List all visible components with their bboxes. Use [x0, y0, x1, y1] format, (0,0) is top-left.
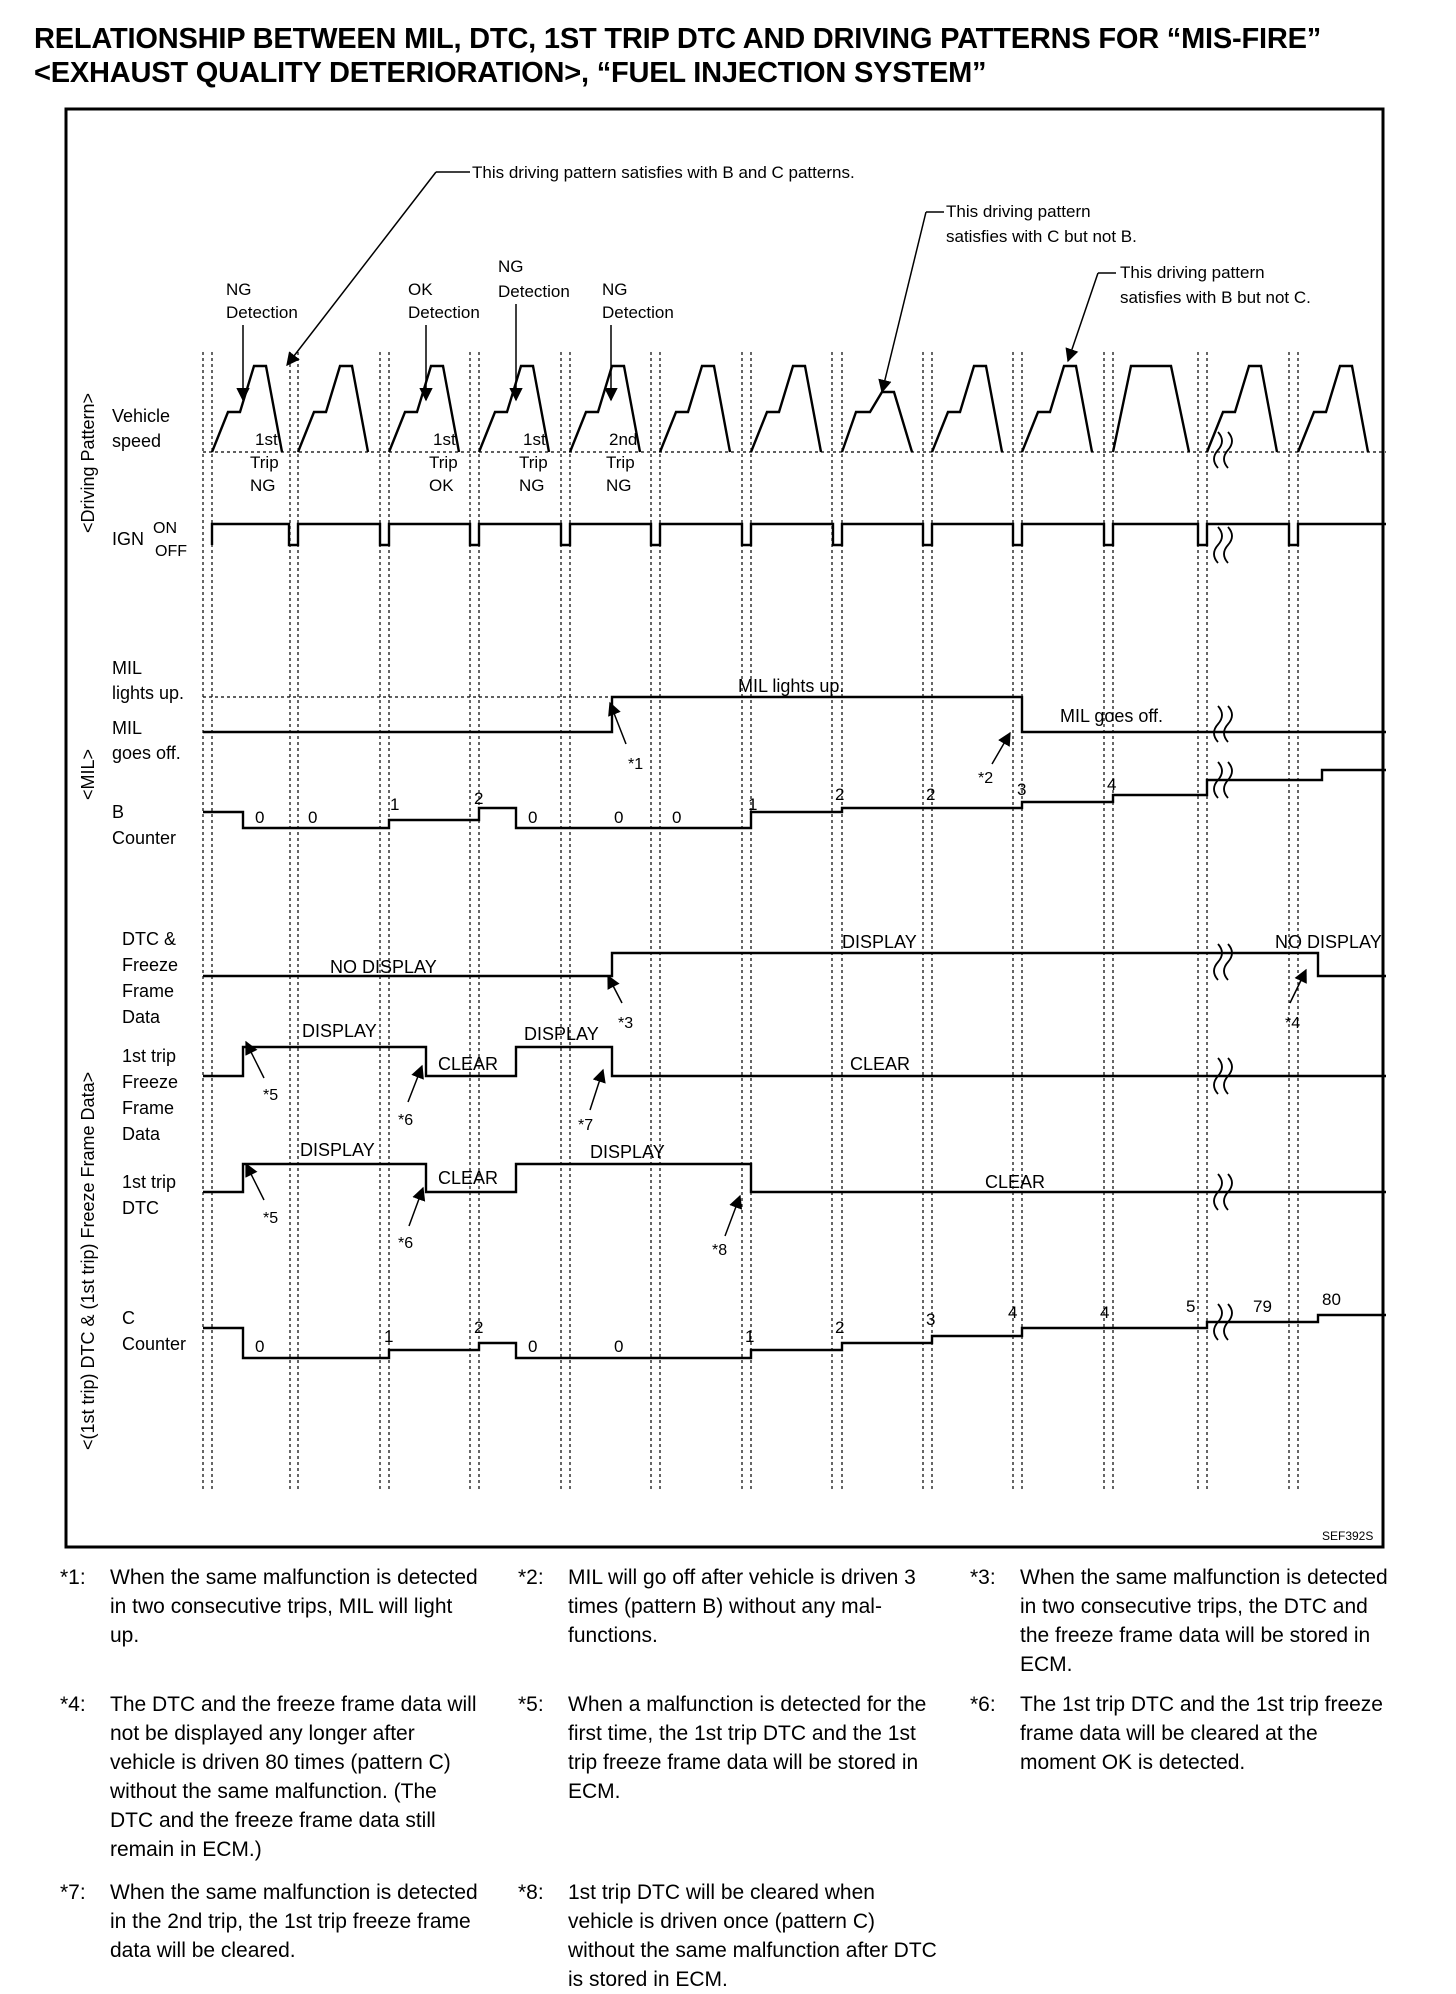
b-counter-value: 2	[835, 785, 845, 804]
c-counter-value: 0	[614, 1337, 624, 1356]
trip-2-line3: OK	[429, 476, 454, 495]
marker-label-5b: *5	[263, 1210, 279, 1227]
ff-state-display-2: DISPLAY	[524, 1024, 599, 1044]
row-label-ff-line3: Frame	[122, 1098, 175, 1118]
row-label-c-line2: Counter	[122, 1334, 187, 1354]
c-counter-value: 0	[528, 1337, 538, 1356]
trip-3-line2: Trip	[519, 453, 548, 472]
vehicle-speed-cycle	[842, 392, 912, 452]
trip-2-line2: Trip	[429, 453, 458, 472]
b-counter-value: 0	[255, 808, 265, 827]
vehicle-speed-cycle	[660, 366, 730, 452]
row-label-dtc-line4: Data	[122, 1007, 161, 1027]
marker-label-6a: *6	[398, 1112, 414, 1129]
trip-4-line1: 2nd	[609, 430, 638, 449]
footnote-text: When the same malfunction is detected in the 2nd trip, the 1st trip freeze frame data will be cleared.	[110, 1881, 478, 1962]
footnote-mark: *3:	[970, 1566, 996, 1589]
c-counter-value: 2	[474, 1318, 484, 1337]
footnote-mark: *5:	[518, 1693, 544, 1716]
c-counter-value: 4	[1100, 1303, 1110, 1322]
detection-4-line2: Detection	[602, 303, 674, 322]
row-label-mil-line4: goes off.	[112, 743, 181, 763]
c-counter-value: 0	[255, 1337, 265, 1356]
marker-label-8: *8	[712, 1242, 728, 1259]
detection-4-line1: NG	[602, 280, 628, 299]
row-label-ign-on: ON	[153, 520, 177, 537]
time-break-mark	[1214, 432, 1232, 468]
marker-arrow-5b	[246, 1164, 264, 1200]
trip-1-line1: 1st	[255, 430, 278, 449]
footnote	[518, 1690, 948, 1806]
b-counter-value: 0	[672, 808, 682, 827]
callout-pattern-c-line2: satisfies with C but not B.	[946, 227, 1137, 246]
row-label-ign: IGN	[112, 529, 145, 549]
callout-pattern-bc: This driving pattern satisfies with B and C patterns.	[472, 163, 855, 182]
c-counter-value: 1	[745, 1327, 755, 1346]
ff-state-clear-2: CLEAR	[850, 1054, 911, 1074]
row-label-dtc-line3: Frame	[122, 981, 175, 1001]
row-label-dtc-line2: Freeze	[122, 955, 179, 975]
row-label-dtc-line1: DTC &	[122, 929, 176, 949]
footnote-mark: *1:	[60, 1566, 86, 1589]
fd-state-clear-1: CLEAR	[438, 1168, 499, 1188]
vehicle-speed-cycle	[1022, 366, 1092, 452]
row-label-ff-line2: Freeze	[122, 1072, 179, 1092]
footnote-mark: *2:	[518, 1566, 544, 1589]
page-title: RELATIONSHIP BETWEEN MIL, DTC, 1ST TRIP DTC AND DRIVING PATTERNS FOR “MIS-FIRE” <EXHAUST QUALITY DETERIORATION>, “FUEL INJECTION SYSTEM”	[34, 23, 1322, 89]
vehicle-speed-cycle	[751, 366, 821, 452]
row-label-c-line1: C	[122, 1308, 135, 1328]
fd-state-clear-2: CLEAR	[985, 1172, 1046, 1192]
callout-bc-arrow	[287, 172, 436, 365]
c-counter-value: 3	[926, 1310, 936, 1329]
group-label-mil: <MIL>	[78, 748, 98, 800]
marker-label-7: *7	[578, 1117, 594, 1134]
time-break-mark	[1214, 706, 1232, 742]
footnote	[60, 1878, 490, 1965]
footnote-text: 1st trip DTC will be cleared when vehicle is driven once (pattern C) without the same malfunction after DTC is stored in ECM.	[568, 1881, 937, 1991]
marker-arrow-6b	[409, 1188, 423, 1226]
row-label-b-line2: Counter	[112, 828, 177, 848]
callout-b-arrow	[1068, 273, 1098, 361]
b-counter-value: 0	[308, 808, 318, 827]
group-label-driving-pattern: <Driving Pattern>	[78, 392, 98, 533]
trip-3-line1: 1st	[523, 430, 546, 449]
c-counter-value: 4	[1008, 1303, 1018, 1322]
time-break-mark	[1214, 944, 1232, 980]
row-label-vehicle: Vehicle	[112, 406, 171, 426]
marker-label-2: *2	[978, 770, 994, 787]
ign-signal	[212, 524, 1386, 545]
marker-arrow-4	[1290, 970, 1306, 1003]
row-label-mil-line3: MIL	[112, 718, 143, 738]
footnote-mark: *4:	[60, 1693, 86, 1716]
figure-code: SEF392S	[1322, 1529, 1374, 1543]
b-counter-value: 2	[926, 785, 936, 804]
callout-pattern-c-line1: This driving pattern	[946, 202, 1091, 221]
fd-state-display-2: DISPLAY	[590, 1142, 665, 1162]
dtc-state-no-display: NO DISPLAY	[330, 957, 437, 977]
detection-3-line1: NG	[498, 257, 524, 276]
footnote-mark: *6:	[970, 1693, 996, 1716]
detection-2-line1: OK	[408, 280, 433, 299]
ff-state-clear-1: CLEAR	[438, 1054, 499, 1074]
ff-state-display-1: DISPLAY	[302, 1021, 377, 1041]
row-label-fd-line2: DTC	[122, 1198, 159, 1218]
row-labels	[112, 406, 187, 1354]
fd-state-display-1: DISPLAY	[300, 1140, 375, 1160]
row-label-speed: speed	[112, 431, 162, 451]
marker-labels	[263, 756, 1300, 1259]
trip-labels	[250, 430, 637, 495]
footnote-text: When the same malfunction is detected in two consecutive trips, the DTC and the freeze frame data will be stored in ECM.	[1020, 1566, 1388, 1676]
row-label-b-line1: B	[112, 802, 125, 822]
footnote	[60, 1690, 490, 1864]
row-label-mil-line2: lights up.	[112, 683, 185, 703]
trip-4-line2: Trip	[606, 453, 635, 472]
state-labels	[300, 676, 1382, 1192]
footnote	[970, 1563, 1400, 1679]
vehicle-speed-cycle	[1207, 366, 1277, 452]
timing-diagram	[64, 107, 1386, 1552]
b-counter-value: 0	[528, 808, 538, 827]
row-label-ign-off: OFF	[155, 543, 187, 560]
marker-arrow-6a	[408, 1066, 422, 1102]
footnote-text: The DTC and the freeze frame data will not be displayed any longer after vehicle is driven 80 times (pattern C) without the same malfunction. (The DTC and the freeze frame data still remain in ECM.)	[110, 1693, 477, 1861]
b-counter-value: 3	[1017, 780, 1027, 799]
footnote-text: MIL will go off after vehicle is driven 3 times (pattern B) without any mal-functions.	[568, 1566, 916, 1647]
row-label-ff-line1: 1st trip	[122, 1046, 177, 1066]
b-counter-value: 1	[390, 795, 400, 814]
footnote	[518, 1563, 948, 1650]
vehicle-speed-cycle	[932, 366, 1002, 452]
footnote-text: The 1st trip DTC and the 1st trip freeze frame data will be cleared at the moment OK is detected.	[1020, 1693, 1383, 1774]
detection-1-line2: Detection	[226, 303, 298, 322]
detection-1-line1: NG	[226, 280, 252, 299]
callout-pattern-b-line1: This driving pattern	[1120, 263, 1265, 282]
row-label-ff-line4: Data	[122, 1124, 161, 1144]
timeline-guides	[203, 352, 1386, 1490]
footnote	[60, 1563, 490, 1650]
dtc-state-display: DISPLAY	[842, 932, 917, 952]
marker-label-1: *1	[628, 756, 644, 773]
row-label-mil-line1: MIL	[112, 658, 143, 678]
callout-pattern-b-line2: satisfies with B but not C.	[1120, 288, 1311, 307]
marker-label-3: *3	[618, 1015, 634, 1032]
marker-label-4: *4	[1285, 1015, 1301, 1032]
c-counter-value: 79	[1253, 1297, 1272, 1316]
trip-1-line2: Trip	[250, 453, 279, 472]
detection-2-line2: Detection	[408, 303, 480, 322]
c-counter-value: 1	[384, 1327, 394, 1346]
footnote	[518, 1878, 948, 1994]
trip-3-line3: NG	[519, 476, 545, 495]
b-counter-value: 1	[748, 795, 758, 814]
mil-state-lights-up: MIL lights up.	[738, 676, 845, 696]
footnote-text: When a malfunction is detected for the first time, the 1st trip DTC and the 1st trip freeze frame data will be stored in ECM.	[568, 1693, 927, 1803]
group-label-freeze-frame: <(1st trip) DTC & (1st trip) Freeze Frame Data>	[78, 1071, 98, 1450]
vehicle-speed-cycle	[1298, 366, 1368, 452]
marker-arrow-8	[725, 1196, 740, 1236]
b-counter-value: 2	[474, 789, 484, 808]
footnote-mark: *8:	[518, 1881, 544, 1904]
dtc-state-no-display-end: NO DISPLAY	[1275, 932, 1382, 952]
footnote	[970, 1690, 1400, 1777]
time-break-mark	[1214, 527, 1232, 563]
c-counter-labels	[255, 1290, 1341, 1356]
mil-state-goes-off: MIL goes off.	[1060, 706, 1164, 726]
detection-3-line2: Detection	[498, 282, 570, 301]
marker-label-6b: *6	[398, 1235, 414, 1252]
c-counter-value: 5	[1186, 1297, 1196, 1316]
row-label-fd-line1: 1st trip	[122, 1172, 177, 1192]
marker-arrow-3	[608, 976, 622, 1003]
trip-2-line1: 1st	[433, 430, 456, 449]
marker-arrow-7	[590, 1070, 603, 1110]
marker-arrow-2	[992, 733, 1010, 764]
footnote-text: When the same malfunction is detected in two consecutive trips, MIL will light up.	[110, 1566, 478, 1647]
c-counter-value: 80	[1322, 1290, 1341, 1309]
c-counter-value: 2	[835, 1318, 845, 1337]
group-labels	[78, 393, 98, 1450]
vehicle-speed-cycle	[298, 366, 368, 452]
b-counter-value: 4	[1107, 775, 1117, 794]
marker-label-5a: *5	[263, 1087, 279, 1104]
b-counter-value: 0	[614, 808, 624, 827]
footnote-mark: *7:	[60, 1881, 86, 1904]
vehicle-speed-cycle	[1113, 366, 1189, 452]
trip-4-line3: NG	[606, 476, 632, 495]
trip-1-line3: NG	[250, 476, 276, 495]
callout-c-arrow	[882, 212, 926, 392]
